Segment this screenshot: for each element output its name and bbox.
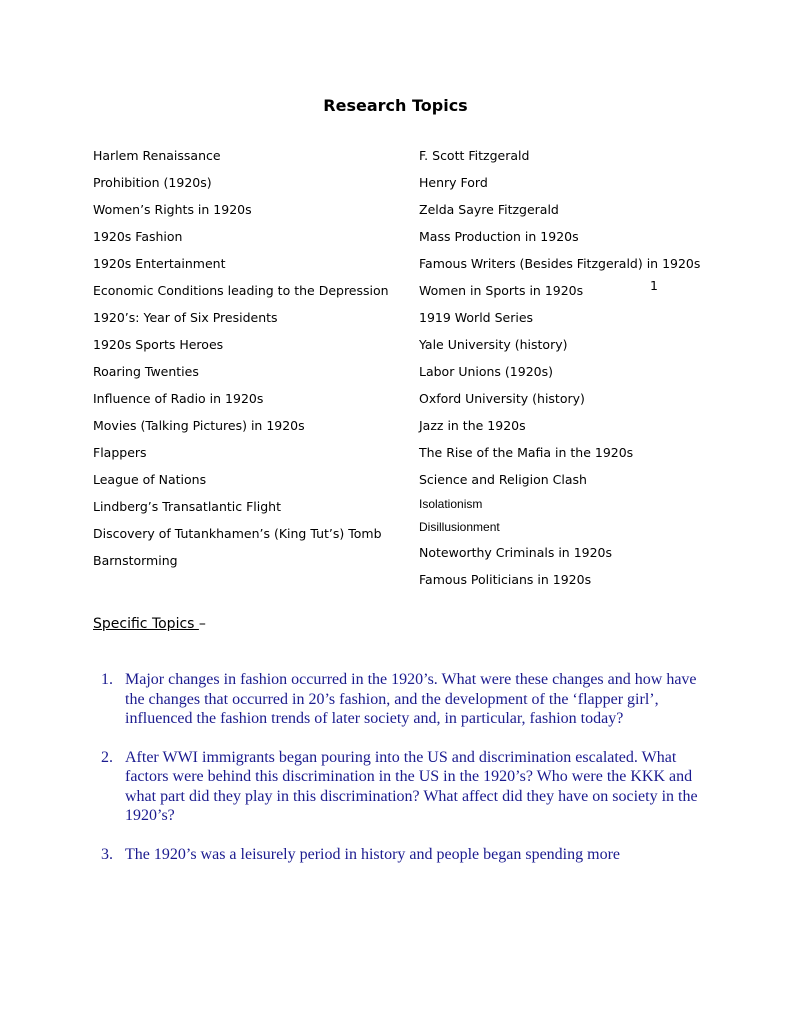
question-number: 2. <box>101 748 113 766</box>
list-item: Disillusionment <box>419 520 500 534</box>
list-item: 1920s Sports Heroes <box>93 337 224 352</box>
list-item: Barnstorming <box>93 553 178 568</box>
list-item: Prohibition (1920s) <box>93 175 212 190</box>
list-item: 1920s Entertainment <box>93 256 226 271</box>
list-item: Yale University (history) <box>419 337 568 352</box>
list-item: Mass Production in 1920s <box>419 229 579 244</box>
list-item: Jazz in the 1920s <box>419 418 526 433</box>
list-item: Science and Religion Clash <box>419 472 587 487</box>
topics-right-column <box>419 142 700 593</box>
question-item <box>101 670 701 729</box>
list-item: Women in Sports in 1920s <box>419 283 584 298</box>
list-item: Famous Politicians in 1920s <box>419 572 592 587</box>
list-item: 1920s Fashion <box>93 229 183 244</box>
question-text: After WWI immigrants began pouring into the US and discrimination escalated. What factors were behind this discrimination in the US in the 1920’s? Who were the KKK and what part did they play in this discrimination? What affect did they have on society in the 1920’s? <box>125 748 698 824</box>
list-item: Discovery of Tutankhamen’s (King Tut’s) Tomb <box>93 526 382 541</box>
list-item: Economic Conditions leading to the Depression <box>93 283 389 298</box>
specific-topics-label: Specific Topics <box>93 616 199 632</box>
list-item: Oxford University (history) <box>419 391 585 406</box>
list-item: Famous Writers (Besides Fitzgerald) in 1920s <box>419 256 701 271</box>
topics-left-column <box>93 142 389 574</box>
list-item: Lindberg’s Transatlantic Flight <box>93 499 281 514</box>
list-item: Roaring Twenties <box>93 364 199 379</box>
specific-topics-dash: – <box>198 616 206 632</box>
question-number: 1. <box>101 671 113 688</box>
list-item: Isolationism <box>419 497 483 511</box>
specific-topics-heading <box>93 616 206 632</box>
list-item: Women’s Rights in 1920s <box>93 202 252 217</box>
question-text: Major changes in fashion occurred in the 1920’s. What were these changes and how have the changes that occurred in 20’s fashion, and the development of the ‘flapper girl’, influenced the fashion trends of later society and, in particular, fashion today? <box>125 671 697 727</box>
margin-number: 1 <box>650 278 658 293</box>
list-item: Labor Unions (1920s) <box>419 364 553 379</box>
list-item: League of Nations <box>93 472 207 487</box>
question-text: The 1920’s was a leisurely period in history and people began spending more <box>125 845 620 863</box>
question-item <box>101 845 701 865</box>
list-item: Henry Ford <box>419 175 488 190</box>
list-item: Influence of Radio in 1920s <box>93 391 264 406</box>
list-item: The Rise of the Mafia in the 1920s <box>419 445 634 460</box>
list-item: Zelda Sayre Fitzgerald <box>419 202 559 217</box>
list-item: 1919 World Series <box>419 310 534 325</box>
list-item: Flappers <box>93 445 147 460</box>
list-item: Movies (Talking Pictures) in 1920s <box>93 418 305 433</box>
question-number: 3. <box>101 845 113 863</box>
list-item: 1920’s: Year of Six Presidents <box>93 310 278 325</box>
page-title: Research Topics <box>323 96 468 115</box>
list-item: Harlem Renaissance <box>93 148 221 163</box>
list-item: F. Scott Fitzgerald <box>419 148 530 163</box>
list-item: Noteworthy Criminals in 1920s <box>419 545 613 560</box>
question-list <box>101 670 701 883</box>
question-item <box>101 748 701 826</box>
